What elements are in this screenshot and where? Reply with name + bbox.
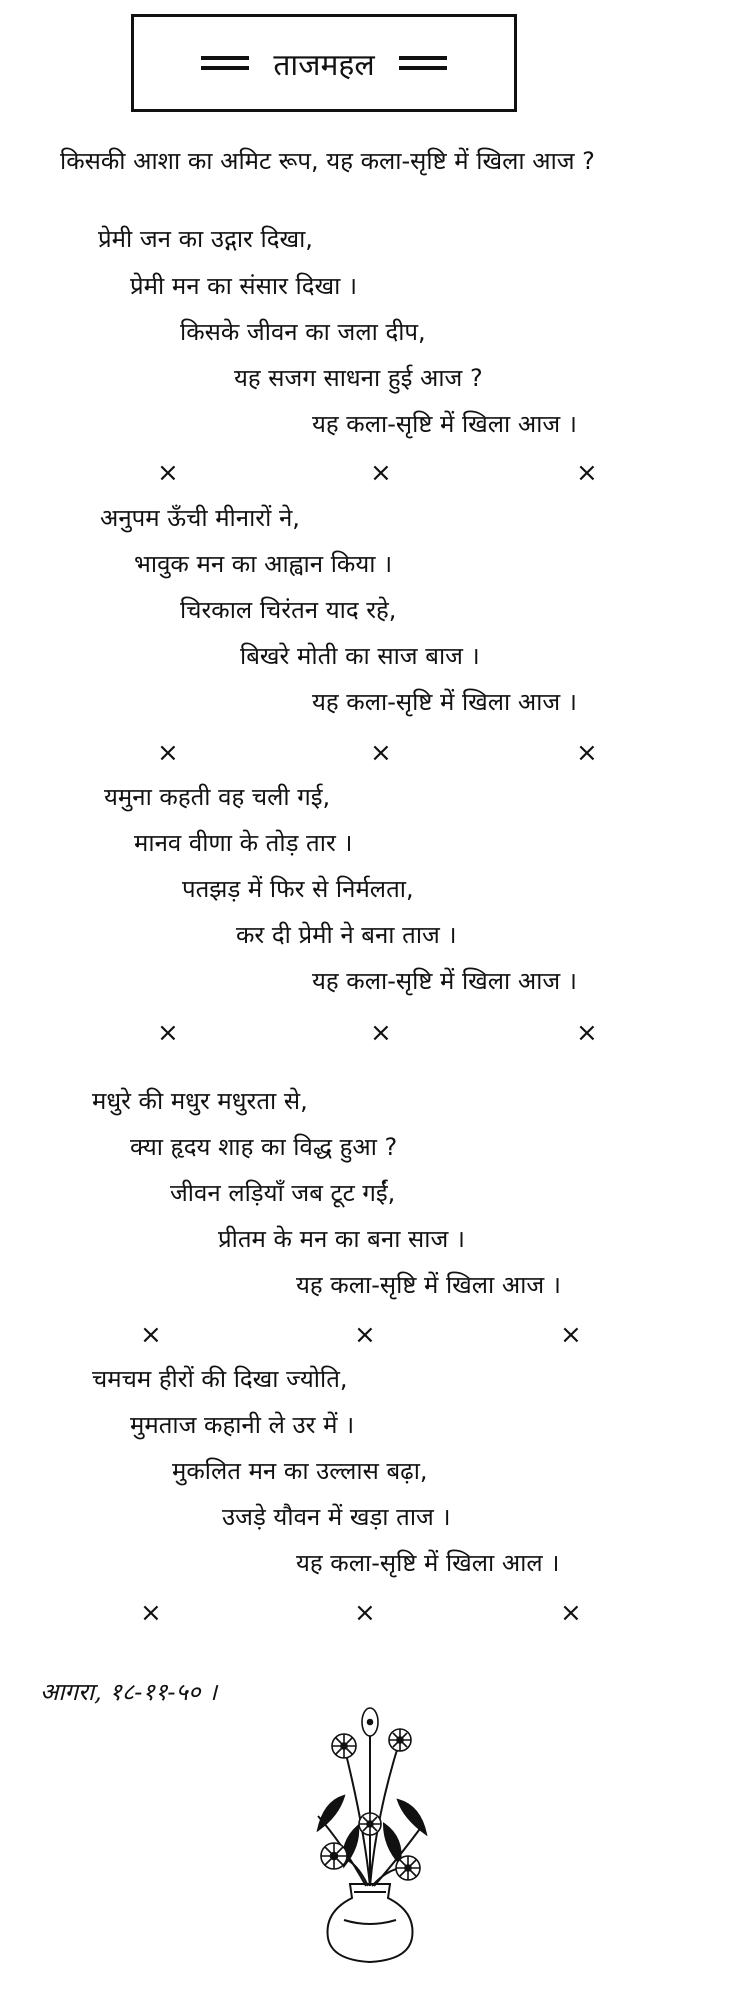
stanza-4-line-4: प्रीतम के मन का बना साज ।	[218, 1225, 466, 1253]
stanza-1-line-3: किसके जीवन का जला दीप,	[180, 318, 426, 346]
stanza-3-line-2: मानव वीणा के तोड़ तार ।	[134, 829, 353, 857]
separator-mark: ×	[576, 458, 598, 488]
separator-mark: ×	[354, 1320, 376, 1350]
stanza-3-line-3: पतझड़ में फिर से निर्मलता,	[182, 875, 414, 903]
page-title: ताजमहल	[273, 47, 375, 83]
stanza-2-line-3: चिरकाल चिरंतन याद रहे,	[180, 596, 397, 624]
separator-mark: ×	[370, 1018, 392, 1048]
stanza-4-line-2: क्या हृदय शाह का विद्ध हुआ ?	[130, 1133, 398, 1161]
title-box	[131, 14, 517, 112]
stanza-5-line-4: उजड़े यौवन में खड़ा ताज ।	[222, 1503, 451, 1531]
stanza-1-line-4: यह सजग साधना हुई आज ?	[234, 364, 483, 392]
place-date: आगरा, १८-११-५० ।	[40, 1678, 218, 1706]
stanza-4-line-3: जीवन लड़ियाँ जब टूट गईं,	[170, 1179, 396, 1207]
separator-mark: ×	[370, 458, 392, 488]
stanza-5-line-3: मुकलित मन का उल्लास बढ़ा,	[172, 1457, 428, 1485]
separator-mark: ×	[370, 738, 392, 768]
intro-line: किसकी आशा का अमिट रूप, यह कला-सृष्टि में खिला आज ?	[60, 147, 595, 175]
separator-mark: ×	[140, 1320, 162, 1350]
separator-mark: ×	[576, 738, 598, 768]
separator-mark: ×	[576, 1018, 598, 1048]
flower-vase-illustration	[304, 1706, 436, 1966]
separator-mark: ×	[560, 1598, 582, 1628]
stanza-2-line-4: बिखरे मोती का साज बाज ।	[240, 642, 480, 670]
separator-mark: ×	[560, 1320, 582, 1350]
stanza-1-line-2: प्रेमी मन का संसार दिखा ।	[130, 272, 358, 300]
separator-mark: ×	[354, 1598, 376, 1628]
stanza-4-line-1: मधुरे की मधुर मधुरता से,	[92, 1087, 308, 1115]
title-right-bars	[399, 55, 447, 71]
stanza-1-line-1: प्रेमी जन का उद्गार दिखा,	[98, 225, 313, 253]
stanza-2-line-1: अनुपम ऊँची मीनारों ने,	[100, 504, 300, 532]
stanza-4-refrain: यह कला-सृष्टि में खिला आज ।	[296, 1271, 561, 1299]
stanza-5-refrain: यह कला-सृष्टि में खिला आल ।	[296, 1549, 560, 1577]
separator-mark: ×	[157, 1018, 179, 1048]
stanza-1-refrain: यह कला-सृष्टि में खिला आज ।	[312, 410, 577, 438]
stanza-3-line-1: यमुना कहती वह चली गई,	[104, 783, 331, 811]
stanza-5-line-2: मुमताज कहानी ले उर में ।	[130, 1411, 355, 1439]
separator-mark: ×	[157, 738, 179, 768]
separator-mark: ×	[140, 1598, 162, 1628]
separator-mark: ×	[157, 458, 179, 488]
stanza-3-refrain: यह कला-सृष्टि में खिला आज ।	[312, 967, 577, 995]
stanza-2-line-2: भावुक मन का आह्वान किया ।	[134, 550, 393, 578]
title-left-bars	[201, 55, 249, 71]
stanza-5-line-1: चमचम हीरों की दिखा ज्योति,	[92, 1365, 348, 1393]
stanza-3-line-4: कर दी प्रेमी ने बना ताज ।	[236, 921, 457, 949]
stanza-2-refrain: यह कला-सृष्टि में खिला आज ।	[312, 688, 577, 716]
